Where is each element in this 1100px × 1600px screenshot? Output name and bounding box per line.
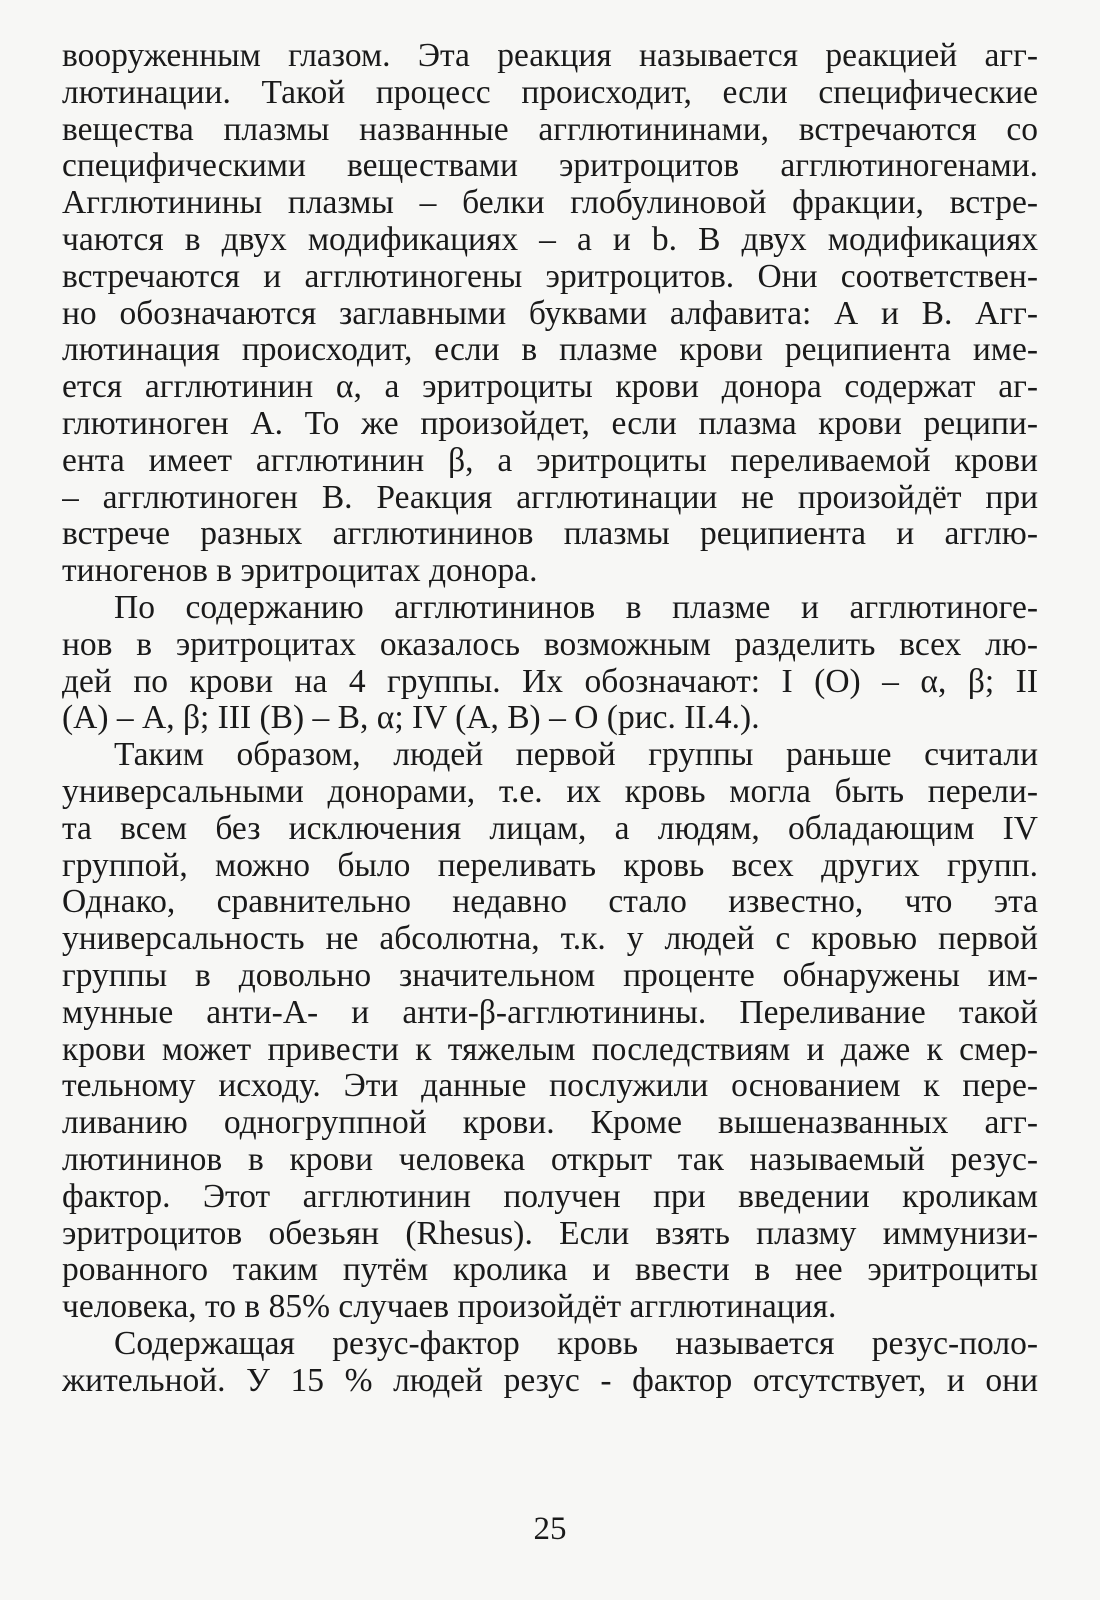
text-line: нов в эритроцитах оказалось возможным разделить всех лю- — [62, 626, 1038, 663]
text-line: ется агглютинин α, а эритроциты крови донора содержат аг- — [62, 369, 1038, 406]
text-line: встрече разных агглютининов плазмы реципиента и агглю- — [62, 516, 1038, 553]
text-line: Содержащая резус-фактор кровь называется резус-поло- — [114, 1325, 1038, 1362]
text-line: лютининов в крови человека открыт так называемый резус- — [62, 1141, 1038, 1178]
text-line: группы в довольно значительном проценте обнаружены им- — [62, 957, 1038, 994]
paragraph-3 — [62, 737, 1038, 1326]
page-number: 25 — [533, 1511, 567, 1547]
text-line: (А) – А, β; III (В) – В, α; IV (А, В) – О (рис. II.4.). — [62, 700, 760, 737]
text-line: ливанию одногруппной крови. Кроме вышеназванных агг- — [62, 1105, 1038, 1142]
paragraph-2 — [62, 590, 1038, 737]
text-line: – агглютиноген В. Реакция агглютинации не произойдёт при — [62, 479, 1038, 516]
text-line: жительной. У 15 % людей резус - фактор отсутствует, и они — [62, 1362, 1038, 1399]
text-line: лютинации. Такой процесс происходит, если специфические — [62, 74, 1038, 111]
text-line: лютинация происходит, если в плазме крови реципиента име- — [62, 332, 1038, 369]
text-line: эритроцитов обезьян (Rhesus). Если взять плазму иммунизи- — [62, 1215, 1038, 1252]
text-line: Таким образом, людей первой группы раньше считали — [114, 737, 1038, 774]
text-line: но обозначаются заглавными буквами алфавита: А и В. Агг- — [62, 295, 1038, 332]
text-line: тиногенов в эритроцитах донора. — [62, 553, 538, 590]
book-page — [62, 38, 1038, 1578]
text-line: ента имеет агглютинин β, а эритроциты переливаемой крови — [62, 442, 1038, 479]
text-line: встречаются и агглютиногены эритроцитов. Они соответствен- — [62, 258, 1038, 295]
text-line: чаются в двух модификациях – a и b. В двух модификациях — [62, 221, 1038, 258]
text-line: Агглютинины плазмы – белки глобулиновой фракции, встре- — [62, 185, 1038, 222]
text-line: вооруженным глазом. Эта реакция называется реакцией агг- — [62, 38, 1038, 74]
text-line: тельному исходу. Эти данные послужили основанием к пере- — [62, 1068, 1038, 1105]
text-line: та всем без исключения лицам, а людям, обладающим IV — [62, 810, 1038, 847]
text-line: группой, можно было переливать кровь всех других групп. — [62, 847, 1038, 884]
text-line: универсальными донорами, т.е. их кровь могла быть перели- — [62, 773, 1038, 810]
text-line: мунные анти-А- и анти-β-агглютинины. Переливание такой — [62, 994, 1038, 1031]
text-line: специфическими веществами эритроцитов агглютиногенами. — [62, 148, 1038, 185]
text-line: человека, то в 85% случаев произойдёт агглютинация. — [62, 1289, 837, 1326]
text-line: рованного таким путём кролика и ввести в нее эритроциты — [62, 1252, 1038, 1289]
text-line: глютиноген А. То же произойдет, если плазма крови реципи- — [62, 405, 1038, 442]
paragraph-4 — [62, 1326, 1038, 1400]
text-line: фактор. Этот агглютинин получен при введении кроликам — [62, 1178, 1038, 1215]
paragraph-1 — [62, 38, 1038, 590]
text-line: крови может привести к тяжелым последствиям и даже к смер- — [62, 1031, 1038, 1068]
text-line: По содержанию агглютининов в плазме и агглютиноге- — [114, 589, 1038, 626]
text-line: Однако, сравнительно недавно стало известно, что эта — [62, 884, 1038, 921]
text-line: вещества плазмы названные агглютининами, встречаются со — [62, 111, 1038, 148]
text-line: дей по крови на 4 группы. Их обозначают: I (О) – α, β; II — [62, 663, 1038, 700]
text-line: универсальность не абсолютна, т.к. у людей с кровью первой — [62, 921, 1038, 958]
